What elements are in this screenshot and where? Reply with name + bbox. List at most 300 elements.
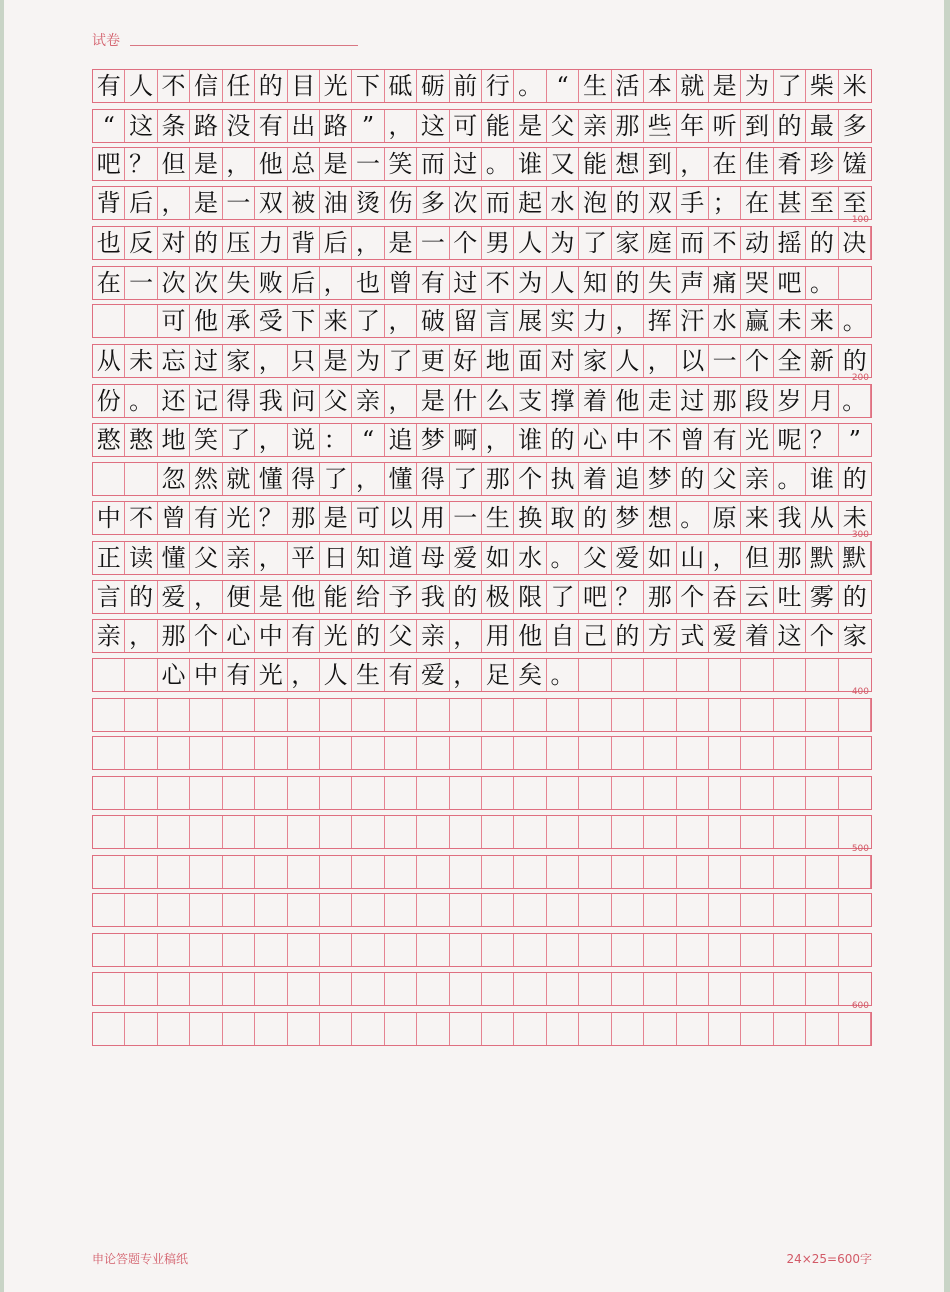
grid-cell: 这 xyxy=(125,110,157,142)
paper-brand-label: 申论答题专业稿纸 xyxy=(92,1252,189,1266)
grid-cell xyxy=(774,699,806,731)
grid-cell: 默 xyxy=(806,542,838,574)
essay-line xyxy=(92,501,872,535)
grid-cell: 的 xyxy=(612,620,644,652)
grid-cell: 过 xyxy=(190,345,222,377)
grid-cell xyxy=(223,934,255,966)
grid-cell xyxy=(255,699,287,731)
grid-cell: 想 xyxy=(612,148,644,180)
grid-cell xyxy=(158,816,190,848)
grid-cell xyxy=(288,894,320,926)
grid-cell: 次 xyxy=(190,267,222,299)
grid-cell: 亲 xyxy=(579,110,611,142)
grid-cell: 如 xyxy=(644,542,676,574)
essay-line xyxy=(92,658,872,692)
grid-cell xyxy=(644,934,676,966)
grid-cell: 失 xyxy=(223,267,255,299)
grid-cell: 被 xyxy=(288,187,320,219)
grid-cell: 一 xyxy=(223,187,255,219)
grid-cell: 式 xyxy=(677,620,709,652)
grid-cell: 正 xyxy=(93,542,125,574)
grid-cell xyxy=(677,699,709,731)
grid-cell xyxy=(385,816,417,848)
grid-cell xyxy=(158,1013,190,1045)
grid-cell: 没 xyxy=(223,110,255,142)
grid-cell: “ xyxy=(547,70,579,102)
grid-cell xyxy=(612,934,644,966)
grid-cell xyxy=(741,816,773,848)
grid-cell xyxy=(579,816,611,848)
grid-row xyxy=(92,893,872,927)
grid-cell: ， xyxy=(352,227,384,259)
essay-line xyxy=(92,344,872,378)
essay-line xyxy=(92,423,872,457)
grid-cell: 的 xyxy=(352,620,384,652)
grid-cell: 砥 xyxy=(385,70,417,102)
grid-cell: 懂 xyxy=(255,463,287,495)
grid-cell xyxy=(352,973,384,1005)
grid-cell xyxy=(385,856,417,888)
grid-cell: 吞 xyxy=(709,581,741,613)
grid-cell: 是 xyxy=(385,227,417,259)
grid-cell: 水 xyxy=(514,542,546,574)
grid-cell: 月 xyxy=(806,385,838,417)
essay-line xyxy=(92,215,872,260)
grid-cell xyxy=(320,973,352,1005)
grid-cell xyxy=(352,856,384,888)
grid-cell: 光 xyxy=(320,620,352,652)
grid-cell xyxy=(709,737,741,769)
grid-cell: 泡 xyxy=(579,187,611,219)
grid-cell: 吐 xyxy=(774,581,806,613)
grid-cell xyxy=(709,856,741,888)
grid-cell: 未 xyxy=(125,345,157,377)
grid-cell: 的 xyxy=(612,187,644,219)
grid-cell xyxy=(450,737,482,769)
grid-cell: 米 xyxy=(842,72,867,100)
grid-cell: 个 xyxy=(514,463,546,495)
grid-cell: 人 xyxy=(547,267,579,299)
grid-cell: 个 xyxy=(450,227,482,259)
grid-cell xyxy=(125,699,157,731)
grid-cell xyxy=(482,934,514,966)
grid-cell xyxy=(320,856,352,888)
grid-cell xyxy=(677,1013,709,1045)
grid-cell: 笑 xyxy=(190,424,222,456)
grid-cell xyxy=(579,777,611,809)
grid-cell: 过 xyxy=(450,148,482,180)
grid-cell: 为 xyxy=(352,345,384,377)
grid-cell: 至 xyxy=(806,187,838,219)
grid-cell xyxy=(255,777,287,809)
grid-cell: 吧 xyxy=(579,581,611,613)
grid-cell: 言 xyxy=(93,581,125,613)
grid-cell xyxy=(839,894,871,926)
grid-cell: 家 xyxy=(579,345,611,377)
grid-cell xyxy=(709,934,741,966)
grid-cell: 吧 xyxy=(93,148,125,180)
grid-cell: 前 xyxy=(450,70,482,102)
grid-cell: 但 xyxy=(741,542,773,574)
grid-cell xyxy=(255,816,287,848)
grid-cell: 的 xyxy=(677,463,709,495)
character-count-marker: 200 xyxy=(851,373,869,383)
grid-cell xyxy=(514,816,546,848)
grid-cell: 哭 xyxy=(741,267,773,299)
grid-cell xyxy=(288,737,320,769)
grid-cell: 梦 xyxy=(644,463,676,495)
grid-cell: 未 xyxy=(774,305,806,337)
grid-cell xyxy=(93,737,125,769)
essay-line xyxy=(92,266,872,300)
grid-cell xyxy=(417,856,449,888)
grid-cell xyxy=(125,973,157,1005)
grid-cell: 的 xyxy=(190,227,222,259)
grid-cell xyxy=(709,659,741,691)
grid-cell xyxy=(774,816,806,848)
grid-cell: 过 xyxy=(677,385,709,417)
grid-cell xyxy=(223,699,255,731)
grid-cell xyxy=(482,737,514,769)
grid-cell xyxy=(839,1013,871,1045)
grid-cell: 换 xyxy=(514,502,546,534)
grid-row xyxy=(92,972,872,1006)
character-count-marker: 500 xyxy=(851,844,869,854)
grid-cell: 汗 xyxy=(677,305,709,337)
grid-cell: 人 xyxy=(514,227,546,259)
grid-cell: ， xyxy=(320,267,352,299)
grid-cell: 有 xyxy=(93,70,125,102)
grid-cell xyxy=(579,894,611,926)
grid-cell: 挥 xyxy=(644,305,676,337)
grid-cell xyxy=(839,934,871,966)
grid-cell xyxy=(547,856,579,888)
grid-cell xyxy=(677,973,709,1005)
grid-cell xyxy=(450,973,482,1005)
grid-cell: 些 xyxy=(644,110,676,142)
grid-cell: 而 xyxy=(417,148,449,180)
grid-cell xyxy=(288,934,320,966)
grid-cell: 。 xyxy=(677,502,709,534)
grid-cell: 多 xyxy=(842,112,867,140)
grid-cell: 。 xyxy=(806,267,838,299)
grid-cell: 父 xyxy=(547,110,579,142)
grid-cell xyxy=(125,737,157,769)
grid-cell: 在 xyxy=(93,267,125,299)
grid-cell: 烫 xyxy=(352,187,384,219)
grid-cell: 得 xyxy=(223,385,255,417)
grid-cell: 双 xyxy=(644,187,676,219)
grid-cell: 受 xyxy=(255,305,287,337)
grid-cell: 那 xyxy=(288,502,320,534)
grid-cell: 柴 xyxy=(806,70,838,102)
grid-cell: 言 xyxy=(482,305,514,337)
grid-cell: 自 xyxy=(547,620,579,652)
grid-cell xyxy=(547,699,579,731)
grid-cell: 谁 xyxy=(514,424,546,456)
grid-cell: 生 xyxy=(352,659,384,691)
grid-cell: 。 xyxy=(125,385,157,417)
grid-cell xyxy=(417,934,449,966)
grid-cell: 日 xyxy=(320,542,352,574)
grid-cell xyxy=(288,1013,320,1045)
grid-cell xyxy=(644,894,676,926)
grid-cell xyxy=(385,1013,417,1045)
grid-cell xyxy=(644,1013,676,1045)
grid-cell: 留 xyxy=(450,305,482,337)
grid-cell: 爱 xyxy=(450,542,482,574)
grid-cell: 他 xyxy=(612,385,644,417)
grid-cell xyxy=(352,816,384,848)
grid-cell xyxy=(547,1013,579,1045)
grid-cell: 亲 xyxy=(352,385,384,417)
grid-cell: 是 xyxy=(417,385,449,417)
grid-cell: 家 xyxy=(612,227,644,259)
grid-cell: 反 xyxy=(125,227,157,259)
grid-cell xyxy=(677,816,709,848)
grid-cell xyxy=(223,1013,255,1045)
grid-cell: 最 xyxy=(806,110,838,142)
grid-cell: 个 xyxy=(806,620,838,652)
grid-cell: 那 xyxy=(612,110,644,142)
grid-cell: 的 xyxy=(612,267,644,299)
grid-cell: ， xyxy=(125,620,157,652)
grid-cell: 砺 xyxy=(417,70,449,102)
grid-cell: ？ xyxy=(806,424,838,456)
grid-cell xyxy=(93,1013,125,1045)
grid-cell: 得 xyxy=(288,463,320,495)
grid-cell xyxy=(741,777,773,809)
grid-cell xyxy=(450,699,482,731)
grid-cell: 不 xyxy=(644,424,676,456)
grid-cell: 追 xyxy=(385,424,417,456)
grid-cell: 心 xyxy=(579,424,611,456)
grid-cell: 家 xyxy=(842,622,867,650)
grid-cell xyxy=(547,894,579,926)
grid-cell: 谁 xyxy=(806,463,838,495)
grid-cell xyxy=(806,699,838,731)
grid-cell xyxy=(677,737,709,769)
grid-cell: 梦 xyxy=(417,424,449,456)
grid-cell: 那 xyxy=(774,542,806,574)
grid-cell xyxy=(482,816,514,848)
grid-cell: 活 xyxy=(612,70,644,102)
grid-cell: 也 xyxy=(93,227,125,259)
grid-cell xyxy=(125,1013,157,1045)
grid-row xyxy=(92,1001,872,1046)
grid-cell: 光 xyxy=(741,424,773,456)
grid-cell: ， xyxy=(288,659,320,691)
grid-cell: 我 xyxy=(417,581,449,613)
grid-cell: 呢 xyxy=(774,424,806,456)
grid-row xyxy=(92,815,872,849)
grid-cell: 次 xyxy=(158,267,190,299)
grid-cell: 决 xyxy=(839,227,871,259)
grid-cell: 一 xyxy=(352,148,384,180)
grid-cell xyxy=(255,934,287,966)
grid-cell xyxy=(806,973,838,1005)
grid-cell xyxy=(677,777,709,809)
grid-cell: 的 xyxy=(806,227,838,259)
grid-cell: 。 xyxy=(774,463,806,495)
grid-cell: 不 xyxy=(125,502,157,534)
grid-cell: 来 xyxy=(806,305,838,337)
grid-cell xyxy=(482,699,514,731)
grid-cell: 个 xyxy=(741,345,773,377)
grid-cell xyxy=(839,856,871,888)
grid-cell xyxy=(482,973,514,1005)
essay-line xyxy=(92,462,872,496)
grid-cell: 母 xyxy=(417,542,449,574)
grid-cell: 亲 xyxy=(93,620,125,652)
grid-cell: 的 xyxy=(547,424,579,456)
grid-cell xyxy=(482,894,514,926)
grid-cell: 地 xyxy=(158,424,190,456)
grid-cell: 压 xyxy=(223,227,255,259)
grid-cell xyxy=(93,816,125,848)
grid-cell xyxy=(93,856,125,888)
grid-cell xyxy=(514,856,546,888)
grid-cell: 执 xyxy=(547,463,579,495)
grid-cell xyxy=(709,777,741,809)
grid-cell: 记 xyxy=(190,385,222,417)
grid-cell: 了 xyxy=(223,424,255,456)
grid-cell xyxy=(774,777,806,809)
grid-cell: 后 xyxy=(288,267,320,299)
grid-cell xyxy=(644,816,676,848)
grid-cell: 曾 xyxy=(158,502,190,534)
grid-cell: 路 xyxy=(190,110,222,142)
grid-cell: 那 xyxy=(158,620,190,652)
grid-cell xyxy=(255,894,287,926)
grid-cell xyxy=(255,973,287,1005)
grid-cell: 肴 xyxy=(774,148,806,180)
grid-cell xyxy=(482,1013,514,1045)
grid-cell: 本 xyxy=(644,70,676,102)
grid-cell: 心 xyxy=(223,620,255,652)
grid-cell xyxy=(450,777,482,809)
grid-cell: “ xyxy=(352,424,384,456)
grid-cell: 能 xyxy=(579,148,611,180)
grid-cell xyxy=(514,973,546,1005)
grid-cell: 不 xyxy=(158,70,190,102)
grid-cell xyxy=(579,1013,611,1045)
character-count-marker: 300 xyxy=(851,530,869,540)
grid-cell: 憨 xyxy=(125,424,157,456)
grid-cell xyxy=(677,659,709,691)
essay-line xyxy=(92,373,872,418)
grid-cell: 总 xyxy=(288,148,320,180)
grid-cell: 说 xyxy=(288,424,320,456)
grid-cell: 有 xyxy=(417,267,449,299)
grid-cell: 光 xyxy=(320,70,352,102)
grid-cell: 了 xyxy=(547,581,579,613)
grid-cell xyxy=(612,659,644,691)
grid-cell: 的 xyxy=(579,502,611,534)
grid-cell: 到 xyxy=(644,148,676,180)
grid-cell: 的 xyxy=(255,70,287,102)
grid-cell xyxy=(288,699,320,731)
grid-cell xyxy=(677,894,709,926)
grid-cell xyxy=(125,894,157,926)
grid-cell xyxy=(385,777,417,809)
grid-cell: 曾 xyxy=(677,424,709,456)
grid-cell xyxy=(190,816,222,848)
grid-cell: 有 xyxy=(190,502,222,534)
grid-row xyxy=(92,844,872,889)
grid-cell: 对 xyxy=(547,345,579,377)
grid-cell: 下 xyxy=(352,70,384,102)
grid-cell: 矣 xyxy=(514,659,546,691)
grid-cell: 佳 xyxy=(741,148,773,180)
grid-cell: 。 xyxy=(842,307,867,335)
grid-cell xyxy=(612,777,644,809)
grid-cell xyxy=(158,894,190,926)
grid-cell: 了 xyxy=(579,227,611,259)
essay-line xyxy=(92,109,872,143)
grid-cell xyxy=(514,894,546,926)
grid-cell: 生 xyxy=(482,502,514,534)
grid-cell: 亲 xyxy=(223,542,255,574)
grid-cell xyxy=(385,737,417,769)
grid-cell: ” xyxy=(848,426,861,454)
grid-cell: 中 xyxy=(255,620,287,652)
grid-cell: 人 xyxy=(612,345,644,377)
grid-cell xyxy=(806,1013,838,1045)
grid-cell xyxy=(352,934,384,966)
grid-cell xyxy=(352,777,384,809)
grid-cell: ， xyxy=(190,581,222,613)
grid-cell: 爱 xyxy=(612,542,644,574)
grid-cell: 吧 xyxy=(774,267,806,299)
grid-cell xyxy=(288,973,320,1005)
grid-cell: 人 xyxy=(320,659,352,691)
grid-cell xyxy=(547,816,579,848)
grid-cell xyxy=(255,856,287,888)
grid-cell: 着 xyxy=(579,463,611,495)
grid-row xyxy=(92,736,872,770)
grid-cell xyxy=(579,973,611,1005)
grid-cell: 好 xyxy=(450,345,482,377)
grid-cell: 听 xyxy=(709,110,741,142)
grid-cell: 动 xyxy=(741,227,773,259)
grid-cell: ？ xyxy=(255,502,287,534)
grid-cell: 忽 xyxy=(158,463,190,495)
grid-cell xyxy=(741,894,773,926)
grid-cell: 有 xyxy=(288,620,320,652)
grid-cell: 追 xyxy=(612,463,644,495)
grid-cell xyxy=(514,737,546,769)
grid-cell: 。 xyxy=(547,659,579,691)
grid-cell: 曾 xyxy=(385,267,417,299)
grid-cell: 光 xyxy=(255,659,287,691)
grid-cell xyxy=(352,699,384,731)
grid-cell: 他 xyxy=(514,620,546,652)
grid-cell: 有 xyxy=(223,659,255,691)
grid-cell: 知 xyxy=(352,542,384,574)
grid-cell xyxy=(190,699,222,731)
grid-cell: 限 xyxy=(514,581,546,613)
grid-cell xyxy=(547,737,579,769)
grid-cell xyxy=(774,894,806,926)
grid-cell: 新 xyxy=(806,345,838,377)
grid-cell xyxy=(709,1013,741,1045)
grid-cell: 背 xyxy=(288,227,320,259)
grid-cell: 为 xyxy=(514,267,546,299)
grid-cell: 极 xyxy=(482,581,514,613)
grid-cell xyxy=(320,816,352,848)
grid-cell xyxy=(158,699,190,731)
